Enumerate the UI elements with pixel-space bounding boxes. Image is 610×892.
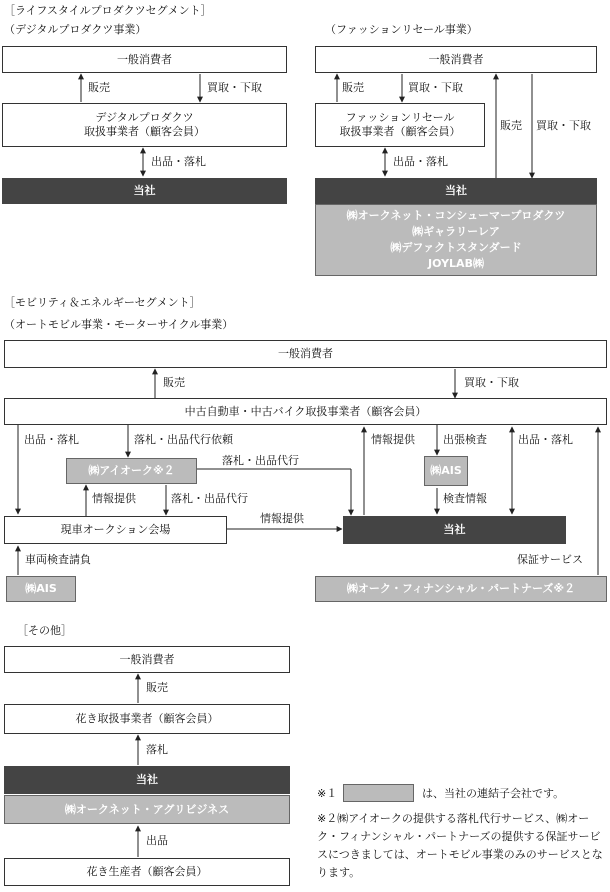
digital-dealer-box (2, 103, 287, 147)
auto-consumer-label: 一般消費者 (278, 347, 333, 360)
onsite-inspection-label: 出張検査 (443, 433, 487, 446)
digital-sell-label: 販売 (88, 81, 110, 94)
digital-dealer-line1: デジタルプロダクツ (95, 111, 194, 124)
agribusiness-box (4, 795, 290, 824)
auto-company-label: 当社 (443, 523, 466, 536)
digital-company-box (2, 178, 287, 204)
auto-listing-left-label: 出品・落札 (24, 433, 79, 446)
digital-listing-label: 出品・落札 (151, 155, 206, 168)
bid-agent-2-label: 落札・出品代行 (171, 492, 248, 505)
section2-heading: ［モビリティ＆エネルギーセグメント］ (4, 296, 201, 309)
flower-dealer-box (4, 704, 290, 734)
flower-consumer-label: 一般消費者 (119, 652, 175, 666)
auto-dealer-label: 中古自動車・中古バイク取扱事業者（顧客会員） (184, 404, 427, 418)
aiauc-box (66, 458, 197, 484)
auto-consumer-box (4, 340, 607, 368)
flower-producer-box (4, 858, 290, 886)
fashion-consumer-label: 一般消費者 (428, 52, 484, 66)
warranty-label: 保証サービス (517, 553, 583, 566)
fashion-dealer-box (315, 103, 485, 147)
info-supply-2-label: 情報提供 (260, 512, 304, 525)
section1-heading: ［ライフスタイルプロダクツセグメント］ (4, 4, 212, 17)
inspection-info-label: 検査情報 (443, 492, 487, 505)
fashion-company-label: 当社 (445, 184, 467, 197)
auction-venue-label: 現車オークション会場 (60, 523, 171, 536)
digital-heading: （デジタルプロダクツ事業） (4, 23, 147, 36)
note1-text: は、当社の連結子会社です。 (422, 787, 565, 800)
section2-subheading: （オートモビル事業・モーターサイクル事業） (4, 318, 234, 331)
bid-agent-label: 落札・出品代行 (222, 454, 299, 467)
flower-bid-label: 落札 (146, 743, 168, 756)
info-supply-3-label: 情報提供 (371, 433, 415, 446)
fashion-consumer-box (315, 46, 597, 73)
auto-company-box (343, 516, 566, 544)
agribusiness-label: ㈱オークネット・アグリビジネス (64, 802, 230, 816)
fashion-heading: （ファッションリセール事業） (325, 23, 478, 36)
fashion-sell-label: 販売 (342, 81, 364, 94)
fashion-dealer-line2: 取扱事業者（顧客会員） (339, 125, 461, 138)
fashion-sell2-label: 販売 (500, 119, 522, 132)
ais-bottom-label: ㈱AIS (25, 582, 57, 595)
digital-company-label: 当社 (133, 184, 156, 197)
ais-mid-box (424, 456, 468, 486)
bid-request-label: 落札・出品代行依頼 (134, 433, 233, 446)
fashion-subsidiaries-box (315, 204, 597, 276)
financial-partners-label: ㈱オーク・フィナンシャル・パートナーズ※２ (346, 582, 576, 595)
auction-venue-box (4, 516, 227, 544)
fashion-listing-label: 出品・落札 (393, 155, 448, 168)
ais-bottom-box (6, 576, 76, 602)
flower-sell-label: 販売 (146, 681, 168, 694)
subsidiary-gallery-rare: ㈱ギャラリーレア (412, 225, 500, 238)
subsidiary-consumer-products: ㈱オークネット・コンシューマープロダクツ (346, 209, 566, 222)
ais-mid-label: ㈱AIS (430, 464, 462, 477)
subsidiary-defacto-standard: ㈱デファクトスタンダード (390, 241, 522, 254)
aiauc-label: ㈱アイオーク※２ (88, 464, 175, 477)
auto-sell-label: 販売 (163, 376, 185, 389)
fashion-company-box (315, 178, 597, 204)
vehicle-inspection-label: 車両検査請負 (25, 553, 91, 566)
digital-buy-label: 買取・下取 (207, 81, 262, 94)
flower-company-box (4, 766, 290, 794)
note1-legend-swatch (343, 784, 414, 802)
info-supply-1-label: 情報提供 (92, 492, 136, 505)
note2-text: ※２㈱アイオークの提供する落札代行サービス、㈱オーク・フィナンシャル・パートナーズの提供する保証サービスにつきましては、オートモビル事業のみのサービスとなります。 (317, 812, 603, 879)
flower-consumer-box (4, 646, 290, 673)
flower-producer-label: 花き生産者（顧客会員） (86, 865, 208, 878)
fashion-buy-label: 買取・下取 (408, 81, 463, 94)
fashion-buy2-label: 買取・下取 (536, 119, 591, 132)
subsidiary-joylab: JOYLAB㈱ (428, 257, 484, 270)
digital-consumer-box (2, 46, 287, 73)
flower-dealer-label: 花き取扱事業者（顧客会員） (75, 712, 219, 725)
fashion-dealer-line1: ファッションリセール (345, 111, 455, 124)
note1-mark: ※１ (317, 787, 338, 800)
digital-dealer-line2: 取扱事業者（顧客会員） (84, 125, 205, 138)
section3-heading: ［その他］ (17, 624, 72, 637)
flower-listing-label: 出品 (146, 834, 168, 847)
financial-partners-box (315, 576, 607, 602)
digital-consumer-label: 一般消費者 (117, 52, 172, 66)
auto-listing-right-label: 出品・落札 (518, 433, 573, 446)
flower-company-label: 当社 (136, 773, 158, 786)
auto-dealer-box (4, 398, 607, 425)
auto-buy-label: 買取・下取 (464, 376, 519, 389)
